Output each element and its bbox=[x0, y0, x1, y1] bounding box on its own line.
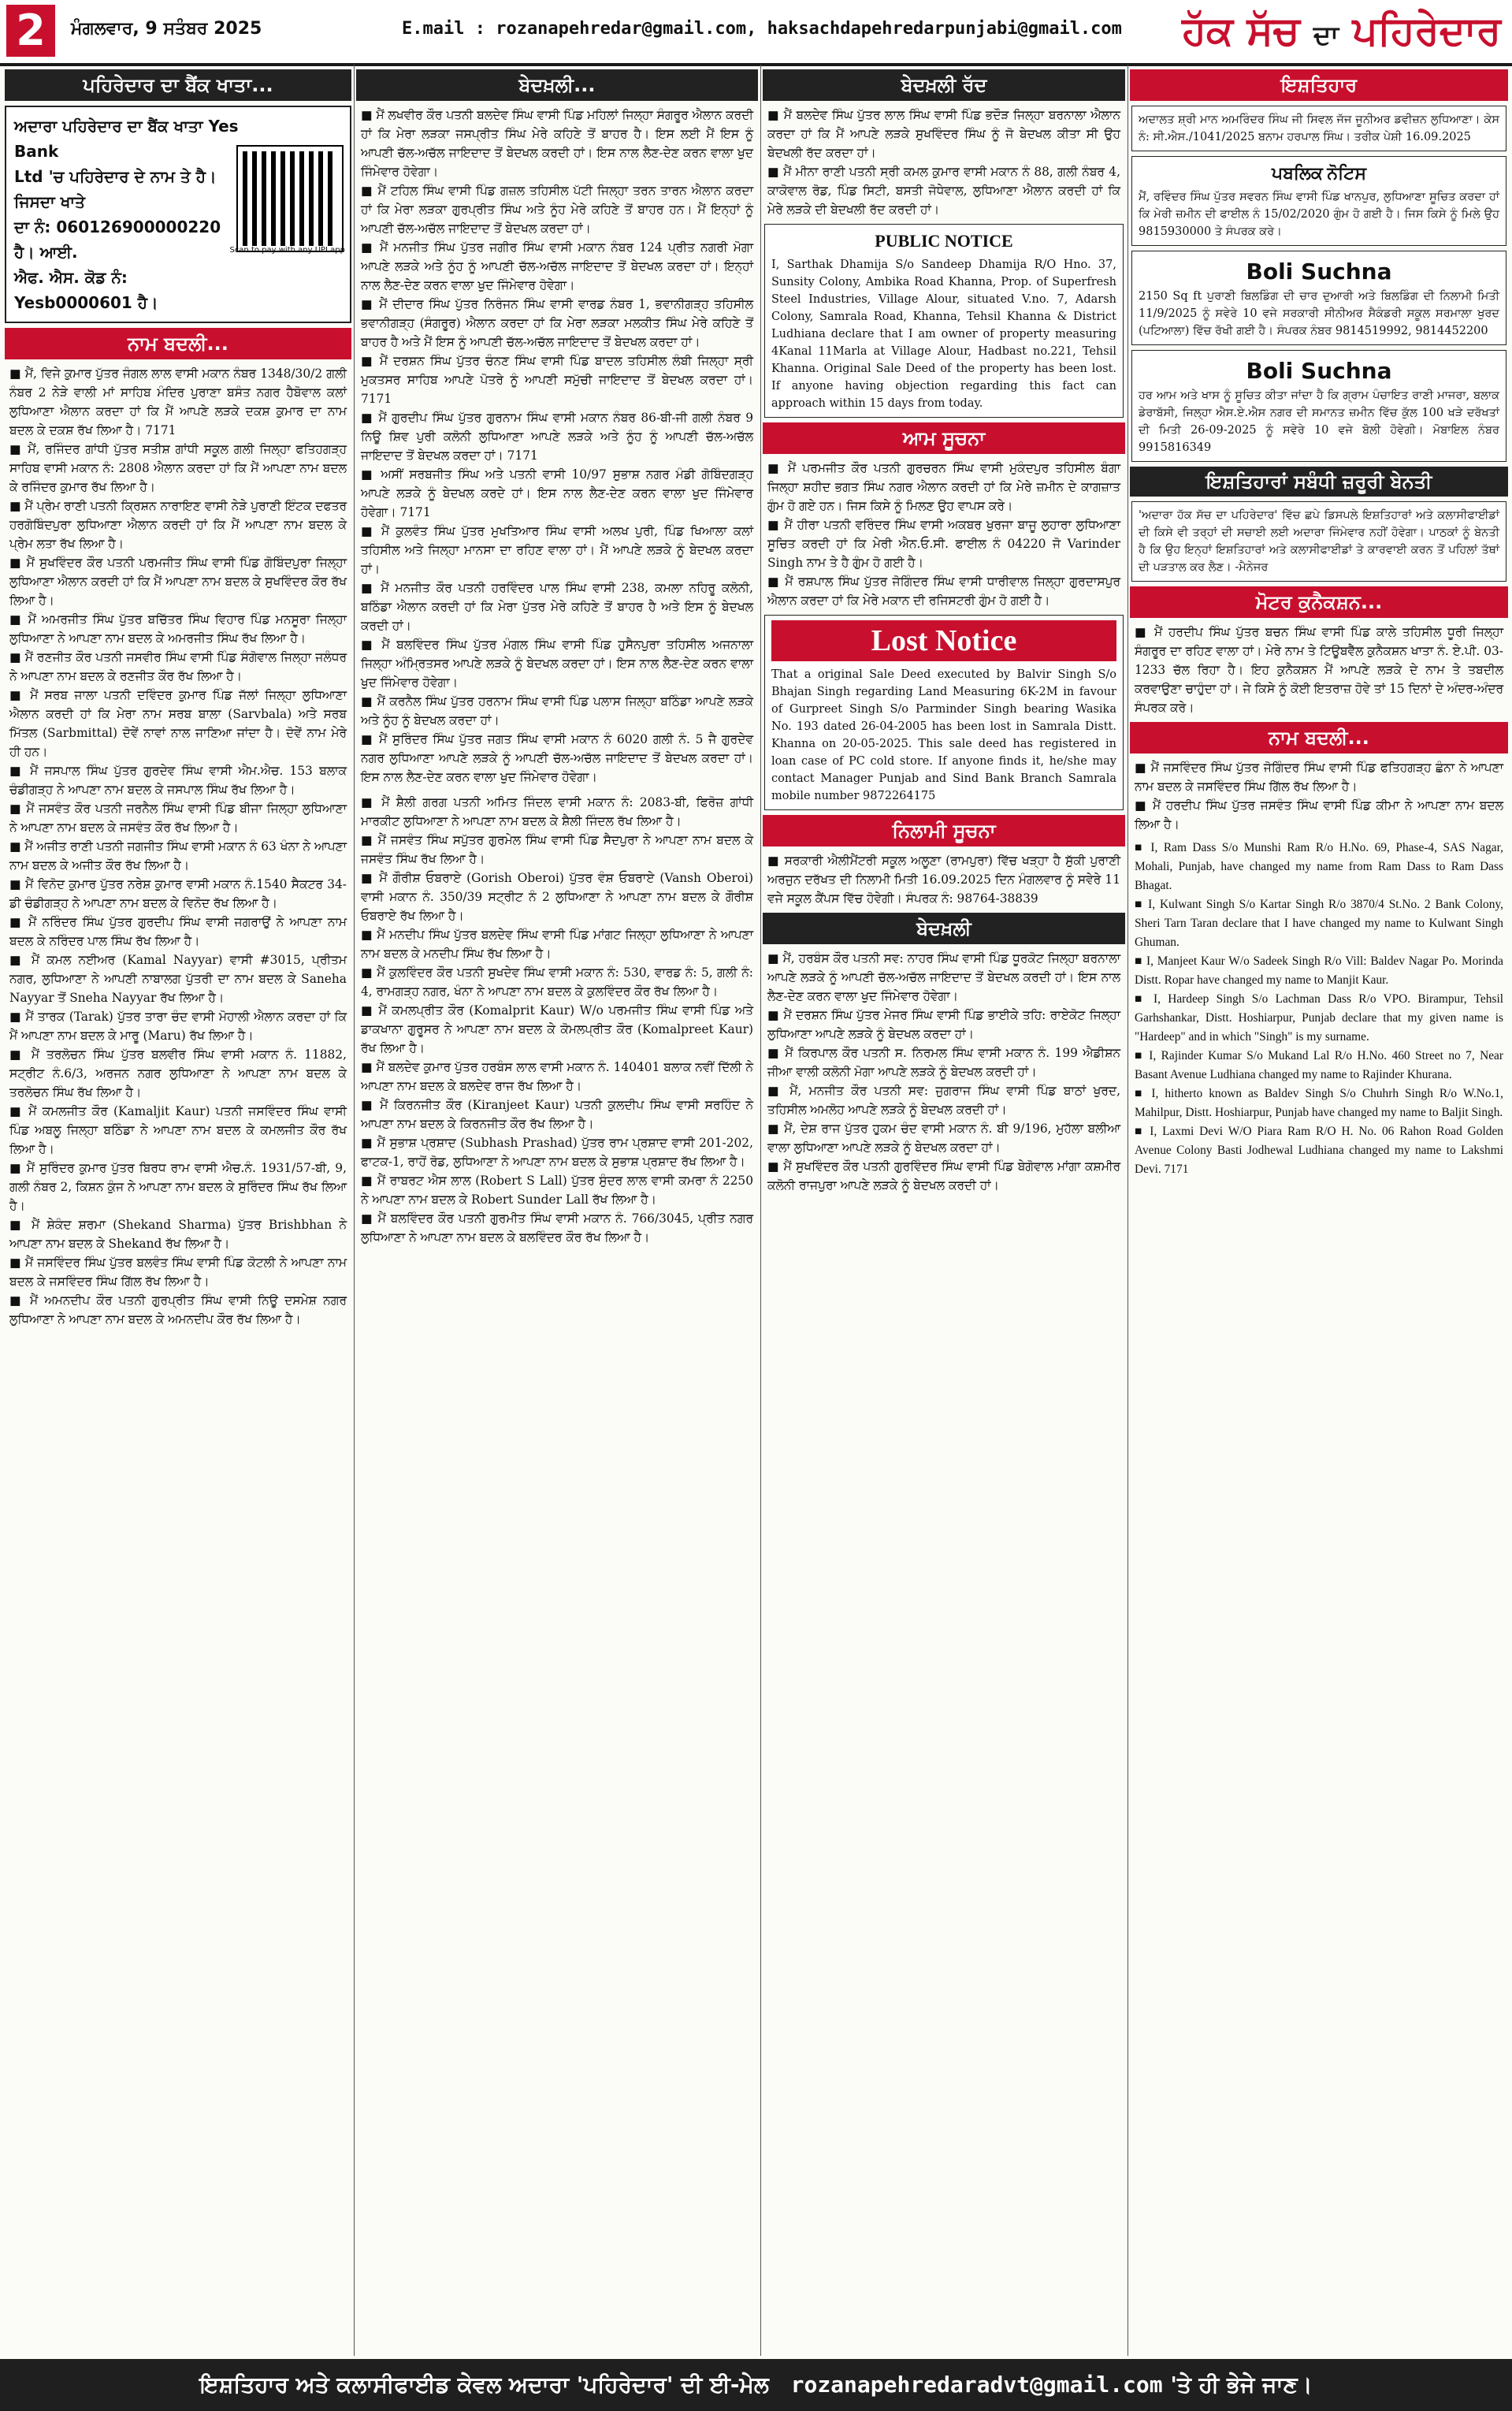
boli-suchna-title: Boli Suchna bbox=[1246, 259, 1392, 285]
motor-connection-heading: ਮੋਟਰ ਕੁਨੈਕਸ਼ਨ... bbox=[1130, 586, 1508, 618]
lost-notice-text: That a original Sale Deed executed by Balvir Singh S/o Bhajan Singh regarding Land Measuring 6K-2M in favour of Gurpreet Singh S/o Parminder Singh bearing Wasika No. 193 dated 26-04-2005 has been lost in Samrala Distt. Khanna on 20-05-2025. This sale deed has registered in loan case of PC cold store. If anyone finds it, he/she may contact Manager Punjab and Sind Bank Branch Samrala mobile number 9872264175 bbox=[771, 668, 1116, 802]
logo-part-3: ਪਹਿਰੇਦਾਰ bbox=[1352, 7, 1501, 54]
bedakhli-notices-2: ■ ਮੈਂ, ਹਰਬੰਸ ਕੌਰ ਪਤਨੀ ਸਵ: ਨਾਹਰ ਸਿੰਘ ਵਾਸੀ ਪਿੰਡ ਧੂਰਕੋਟ ਜਿਲ੍ਹਾ ਬਰਨਾਲਾ ਆਪਣੇ ਲੜਕੇ ਨੂੰ ਆਪਣੀ ਚੱਲ-ਅਚੱਲ ਜਾਇਦਾਦ ਤੋਂ ਬੇਦਖਲ ਕਰਦੀ ਹਾਂ। ਇਸ ਨਾਲ ਲੈਣ-ਦੇਣ ਕਰਨ ਵਾਲਾ ਖੁਦ ਜਿੰਮੇਵਾਰ ਹੋਵੇਗਾ। ■ ਮੈਂ ਦਰਸ਼ਨ ਸਿੰਘ ਪੁੱਤਰ ਮੇਜਰ ਸਿੰਘ ਵਾਸੀ ਪਿੰਡ ਭਾਈਕੇ ਤਹਿ: ਰਾਏਕੋਟ ਜਿਲ੍ਹਾ ਲੁਧਿਆਣਾ ਆਪਣੇ ਲੜਕੇ ਨੂੰ ਬੇਦਖਲ ਕਰਦਾ ਹਾਂ। ■ ਮੈਂ ਕਿਰਪਾਲ ਕੌਰ ਪਤਨੀ ਸ. ਨਿਰਮਲ ਸਿੰਘ ਵਾਸੀ ਮਕਾਨ ਨੰ. 199 ਐਡੀਸ਼ਨ ਜੀਆ ਵਾਲੀ ਕਲੋਨੀ ਮੋਗਾ ਆਪਣੇ ਲੜਕੇ ਨੂੰ ਬੇਦਖਲ ਕਰਦੀ ਹਾਂ। ■ ਮੈਂ, ਮਨਜੀਤ ਕੌਰ ਪਤਨੀ ਸਵ: ਜੁਗਰਾਜ ਸਿੰਘ ਵਾਸੀ ਪਿੰਡ ਬਾਠਾਂ ਖੁਰਦ, ਤਹਿਸੀਲ ਅਮਲੋਹ ਆਪਣੇ ਲੜਕੇ ਨੂੰ ਬੇਦਖਲ ਕਰਦੀ ਹਾਂ। ■ ਮੈਂ, ਦੇਸ਼ ਰਾਜ ਪੁੱਤਰ ਹੁਕਮ ਚੰਦ ਵਾਸੀ ਮਕਾਨ ਨੰ. ਬੀ 9/196, ਮੁਹੱਲਾ ਬਲੀਆ ਵਾਲਾ ਲੁਧਿਆਣਾ ਆਪਣੇ ਲੜਕੇ ਨੂੰ ਬੇਦਖਲ ਕਰਦਾ ਹਾਂ। ■ ਮੈਂ ਸੁਖਵਿੰਦਰ ਕੌਰ ਪਤਨੀ ਗੁਰਵਿੰਦਰ ਸਿੰਘ ਵਾਸੀ ਪਿੰਡ ਬੇਗੋਵਾਲ ਮਾਂਗਾ ਕਸ਼ਮੀਰ ਕਲੋਨੀ ਰਾਜਪੁਰਾ ਆਪਣੇ ਲੜਕੇ ਨੂੰ ਬੇਦਖਲ ਕਰਦੀ ਹਾਂ। bbox=[767, 951, 1120, 1192]
logo-part-2: ਦਾ bbox=[1313, 20, 1339, 51]
header-email: E.mail : rozanapehredar@gmail.com, haksachdapehredarpunjabi@gmail.com bbox=[402, 19, 1122, 39]
public-notice-pa-title: ਪਬਲਿਕ ਨੋਟਿਸ bbox=[1272, 163, 1366, 183]
ad-disclaimer-heading: ਇਸ਼ਤਿਹਾਰਾਂ ਸਬੰਧੀ ਜ਼ਰੂਰੀ ਬੇਨਤੀ bbox=[1130, 467, 1508, 497]
public-notice-pa-box bbox=[1131, 156, 1506, 246]
bedakhli-rad-notices: ■ ਮੈਂ ਬਲਦੇਵ ਸਿੰਘ ਪੁੱਤਰ ਲਾਲ ਸਿੰਘ ਵਾਸੀ ਪਿੰਡ ਭਦੌੜ ਜਿਲ੍ਹਾ ਬਰਨਾਲਾ ਐਲਾਨ ਕਰਦਾ ਹਾਂ ਕਿ ਮੈਂ ਆਪਣੇ ਲੜਕੇ ਸੁਖਵਿੰਦਰ ਸਿੰਘ ਨੂੰ ਜੋ ਬੇਦਖਲ ਕੀਤਾ ਸੀ ਉਹ ਬੇਦਖਲੀ ਰੱਦ ਕਰਦਾ ਹਾਂ। ■ ਮੈਂ ਮੀਨਾ ਰਾਣੀ ਪਤਨੀ ਸ੍ਰੀ ਕਮਲ ਕੁਮਾਰ ਵਾਸੀ ਮਕਾਨ ਨੰ 88, ਗਲੀ ਨੰਬਰ 4, ਕਾਕੋਵਾਲ ਰੋਡ, ਪਿੰਡ ਸਿਟੀ, ਬਸਤੀ ਜੋਧੇਵਾਲ, ਲੁਧਿਆਣਾ ਐਲਾਨ ਕਰਦੀ ਹਾਂ ਕਿ ਮੇਰੇ ਲੜਕੇ ਦੀ ਬੇਦਖਲੀ ਰੱਦ ਕਰਦੀ ਹਾਂ। bbox=[767, 108, 1120, 217]
logo-part-1: ਹੱਕ ਸੱਚ bbox=[1182, 7, 1300, 54]
dateline: ਮੰਗਲਵਾਰ, 9 ਸਤੰਬਰ 2025 bbox=[71, 19, 262, 39]
footer-bar bbox=[0, 2359, 1512, 2411]
bank-account-lines bbox=[14, 113, 243, 315]
name-change-en-notices: ■ I, Ram Dass S/o Munshi Ram R/o H.No. 69, Phase-4, SAS Nagar, Mohali, Punjab, have changed my name from Ram Dass to Ram Dass Bhagat. ■ I, Kulwant Singh S/o Kartar Singh R/o 3870/4 St.No. 2 Bank Colony, Sheri Tarn Taran declare that I have changed my name to Kulwant Singh Ghuman. ■ I, Manjeet Kaur W/o Sadeek Singh R/o Vill: Baldev Nagar Po. Morinda Distt. Ropar have changed my name to Manjit Kaur. ■ I, Hardeep Singh S/o Lachman Dass R/o VPO. Birampur, Tehsil Garhshankar, Distt. Hoshiarpur, Punjab declare that my given name is "Hardeep" and in which "Singh" is my surname. ■ I, Rajinder Kumar S/o Mukand Lal R/o H.No. 460 Street no 7, Near Basant Avenue Ludhiana changed my name to Rajinder Khurana. ■ I, hitherto known as Baldev Singh S/o Chuhrh Singh R/o W.No.1, Mahilpur, Distt. Hoshiarpur, Punjab have changed my name to Baljit Singh. ■ I, Laxmi Devi W/O Piara Ram R/O H. No. 06 Rahon Road Golden Avenue Colony Basti Jodhewal Ludhiana changed my name to Lakshmi Devi. 7171 bbox=[1135, 841, 1503, 1176]
public-notice-box bbox=[764, 224, 1124, 418]
column-1 bbox=[5, 65, 351, 2356]
column-3 bbox=[763, 65, 1125, 2356]
column-2 bbox=[356, 65, 758, 2356]
bank-account-box bbox=[5, 106, 351, 323]
bedakhli-heading: ਬੇਦਖ਼ਲੀ... bbox=[356, 69, 758, 101]
qr-code-icon bbox=[238, 147, 342, 251]
public-notice-pa-text: ਮੈਂ, ਰਵਿੰਦਰ ਸਿੰਘ ਪੁੱਤਰ ਸਵਰਨ ਸਿੰਘ ਵਾਸੀ ਪਿੰਡ ਖਾਨਪੁਰ, ਲੁਧਿਆਣਾ ਸੂਚਿਤ ਕਰਦਾ ਹਾਂ ਕਿ ਮੇਰੀ ਜ਼ਮੀਨ ਦੀ ਫਾਈਲ ਨੰ 15/02/2020 ਗੁੰਮ ਹੋ ਗਈ ਹੈ। ਜਿਸ ਕਿਸੇ ਨੂੰ ਮਿਲੇ ਉਹ 9815930000 ਤੇ ਸੰਪਰਕ ਕਰੇ। bbox=[1139, 191, 1499, 238]
nilami-notice: ■ ਸਰਕਾਰੀ ਐਲੀਮੈਂਟਰੀ ਸਕੂਲ ਅਲੂਣਾ (ਰਾਮਪੁਰਾ) ਵਿੱਚ ਖੜ੍ਹਾ ਹੈ ਸੁੱਕੀ ਪੁਰਾਣੀ ਅਰਜੁਨ ਦਰੱਖਤ ਦੀ ਨਿਲਾਮੀ ਮਿਤੀ 16.09.2025 ਦਿਨ ਮੰਗਲਵਾਰ ਨੂੰ ਸਵੇਰੇ 11 ਵਜੇ ਸਕੂਲ ਕੈਂਪਸ ਵਿੱਚ ਹੋਵੇਗੀ। ਸੰਪਰਕ ਨੰ: 98764-38839 bbox=[767, 854, 1124, 906]
bedakhli-rad-heading: ਬੇਦਖ਼ਲੀ ਰੱਦ bbox=[763, 69, 1125, 101]
footer-suffix: 'ਤੇ ਹੀ ਭੇਜੇ ਜਾਣ। bbox=[1170, 2372, 1313, 2398]
column-divider bbox=[760, 65, 761, 2356]
column-divider bbox=[354, 65, 355, 2356]
footer-email-link[interactable]: rozanapehredaradvt@gmail.com bbox=[790, 2372, 1163, 2398]
bank-line: Ltd 'ਚ ਪਹਿਰੇਦਾਰ ਦੇ ਨਾਮ ਤੇ ਹੈ। ਜਿਸਦਾ ਖਾਤੇ bbox=[14, 167, 217, 211]
bedakhli-notices: ■ ਮੈਂ ਲਖਵੀਰ ਕੌਰ ਪਤਨੀ ਬਲਦੇਵ ਸਿੰਘ ਵਾਸੀ ਪਿੰਡ ਮਹਿਲਾਂ ਜਿਲ੍ਹਾ ਸੰਗਰੂਰ ਐਲਾਨ ਕਰਦੀ ਹਾਂ ਕਿ ਮੇਰਾ ਲੜਕਾ ਜਸਪ੍ਰੀਤ ਸਿੰਘ ਮੇਰੇ ਕਹਿਣੇ ਤੋਂ ਬਾਹਰ ਹੈ। ਇਸ ਲਈ ਮੈਂ ਇਸ ਨੂੰ ਆਪਣੀ ਚੱਲ-ਅਚੱਲ ਜਾਇਦਾਦ ਤੋਂ ਬੇਦਖਲ ਕਰਦੀ ਹਾਂ। ਇਸ ਨਾਲ ਲੈਣ-ਦੇਣ ਕਰਨ ਵਾਲਾ ਖੁਦ ਜਿੰਮੇਵਾਰ ਹੋਵੇਗਾ। ■ ਮੈਂ ਟਹਿਲ ਸਿੰਘ ਵਾਸੀ ਪਿੰਡ ਗਜ਼ਲ ਤਹਿਸੀਲ ਪੱਟੀ ਜਿਲ੍ਹਾ ਤਰਨ ਤਾਰਨ ਐਲਾਨ ਕਰਦਾ ਹਾਂ ਕਿ ਮੇਰਾ ਲੜਕਾ ਗੁਰਪ੍ਰੀਤ ਸਿੰਘ ਅਤੇ ਨੂੰਹ ਮੇਰੇ ਕਹਿਣੇ ਤੋਂ ਬਾਹਰ ਹਨ। ਮੈਂ ਇਨ੍ਹਾਂ ਨੂੰ ਆਪਣੀ ਚੱਲ-ਅਚੱਲ ਜਾਇਦਾਦ ਤੋਂ ਬੇਦਖਲ ਕਰਦਾ ਹਾਂ। ■ ਮੈਂ ਮਨਜੀਤ ਸਿੰਘ ਪੁੱਤਰ ਜਗੀਰ ਸਿੰਘ ਵਾਸੀ ਮਕਾਨ ਨੰਬਰ 124 ਪ੍ਰੀਤ ਨਗਰੀ ਮੋਗਾ ਆਪਣੇ ਲੜਕੇ ਅਤੇ ਨੂੰਹ ਨੂੰ ਆਪਣੀ ਚੱਲ-ਅਚੱਲ ਜਾਇਦਾਦ ਤੋਂ ਬੇਦਖਲ ਕਰਦਾ ਹਾਂ। ਇਨ੍ਹਾਂ ਨਾਲ ਲੈਣ-ਦੇਣ ਕਰਨ ਵਾਲਾ ਖੁਦ ਜਿੰਮੇਵਾਰ ਹੋਵੇਗਾ। ■ ਮੈਂ ਦੀਦਾਰ ਸਿੰਘ ਪੁੱਤਰ ਨਿਰੰਜਨ ਸਿੰਘ ਵਾਸੀ ਵਾਰਡ ਨੰਬਰ 1, ਭਵਾਨੀਗੜ੍ਹ ਤਹਿਸੀਲ ਭਵਾਨੀਗੜ੍ਹ (ਸੰਗਰੂਰ) ਐਲਾਨ ਕਰਦਾ ਹਾਂ ਕਿ ਮੇਰਾ ਲੜਕਾ ਮਲਕੀਤ ਸਿੰਘ ਮੇਰੇ ਕਹਿਣੇ ਤੋਂ ਬਾਹਰ ਹੈ ਅਤੇ ਮੈਂ ਇਸ ਨੂੰ ਆਪਣੀ ਚੱਲ-ਅਚੱਲ ਜਾਇਦਾਦ ਤੋਂ ਬੇਦਖਲ ਕਰਦਾ ਹਾਂ। ■ ਮੈਂ ਦਰਸ਼ਨ ਸਿੰਘ ਪੁੱਤਰ ਚੰਨਣ ਸਿੰਘ ਵਾਸੀ ਪਿੰਡ ਬਾਦਲ ਤਹਿਸੀਲ ਲੰਬੀ ਜਿਲ੍ਹਾ ਸ੍ਰੀ ਮੁਕਤਸਰ ਸਾਹਿਬ ਆਪਣੇ ਪੋਤਰੇ ਨੂੰ ਆਪਣੀ ਸਮੁੱਚੀ ਜਾਇਦਾਦ ਤੋਂ ਬੇਦਖਲ ਕਰਦਾ ਹਾਂ। 7171 ■ ਮੈਂ ਗੁਰਦੀਪ ਸਿੰਘ ਪੁੱਤਰ ਗੁਰਨਾਮ ਸਿੰਘ ਵਾਸੀ ਮਕਾਨ ਨੰਬਰ 86-ਬੀ-ਜੀ ਗਲੀ ਨੰਬਰ 9 ਨਿਊ ਸ਼ਿਵ ਪੁਰੀ ਕਲੋਨੀ ਲੁਧਿਆਣਾ ਆਪਣੇ ਲੜਕੇ ਅਤੇ ਨੂੰਹ ਨੂੰ ਆਪਣੀ ਚੱਲ-ਅਚੱਲ ਜਾਇਦਾਦ ਤੋਂ ਬੇਦਖਲ ਕਰਦਾ ਹਾਂ। 7171 ■ ਅਸੀਂ ਸਰਬਜੀਤ ਸਿੰਘ ਅਤੇ ਪਤਨੀ ਵਾਸੀ 10/97 ਸੁਭਾਸ਼ ਨਗਰ ਮੰਡੀ ਗੋਬਿੰਦਗੜ੍ਹ ਆਪਣੇ ਲੜਕੇ ਨੂੰ ਬੇਦਖਲ ਕਰਦੇ ਹਾਂ। ਇਸ ਨਾਲ ਲੈਣ-ਦੇਣ ਕਰਨ ਵਾਲਾ ਖੁਦ ਜਿੰਮੇਵਾਰ ਹੋਵੇਗਾ। 7171 ■ ਮੈਂ ਕੁਲਵੰਤ ਸਿੰਘ ਪੁੱਤਰ ਮੁਖਤਿਆਰ ਸਿੰਘ ਵਾਸੀ ਅਲਖ ਪੁਰੀ, ਪਿੰਡ ਖਿਆਲਾ ਕਲਾਂ ਤਹਿਸੀਲ ਅਤੇ ਜਿਲ੍ਹਾ ਮਾਨਸਾ ਦਾ ਰਹਿਣ ਵਾਲਾ ਹਾਂ। ਮੈਂ ਆਪਣੇ ਲੜਕੇ ਨੂੰ ਬੇਦਖਲ ਕਰਦਾ ਹਾਂ। ■ ਮੈਂ ਮਨਜੀਤ ਕੌਰ ਪਤਨੀ ਹਰਵਿੰਦਰ ਪਾਲ ਸਿੰਘ ਵਾਸੀ 238, ਕਮਲਾ ਨਹਿਰੂ ਕਲੋਨੀ, ਬਠਿੰਡਾ ਐਲਾਨ ਕਰਦੀ ਹਾਂ ਕਿ ਮੇਰਾ ਪੁੱਤਰ ਮੇਰੇ ਕਹਿਣੇ ਤੋਂ ਬਾਹਰ ਹੈ ਅਤੇ ਇਸ ਨੂੰ ਬੇਦਖਲ ਕਰਦੀ ਹਾਂ। ■ ਮੈਂ ਬਲਵਿੰਦਰ ਸਿੰਘ ਪੁੱਤਰ ਮੰਗਲ ਸਿੰਘ ਵਾਸੀ ਪਿੰਡ ਹੁਸੈਨਪੁਰਾ ਤਹਿਸੀਲ ਅਜਨਾਲਾ ਜਿਲ੍ਹਾ ਅੰਮ੍ਰਿਤਸਰ ਆਪਣੇ ਲੜਕੇ ਨੂੰ ਬੇਦਖਲ ਕਰਦਾ ਹਾਂ। ਇਸ ਨਾਲ ਲੈਣ-ਦੇਣ ਕਰਨ ਵਾਲਾ ਖੁਦ ਜਿੰਮੇਵਾਰ ਹੋਵੇਗਾ। ■ ਮੈਂ ਕਰਨੈਲ ਸਿੰਘ ਪੁੱਤਰ ਹਰਨਾਮ ਸਿੰਘ ਵਾਸੀ ਪਿੰਡ ਪਲਾਸ ਜਿਲ੍ਹਾ ਬਠਿੰਡਾ ਆਪਣੇ ਲੜਕੇ ਅਤੇ ਨੂੰਹ ਨੂੰ ਬੇਦਖਲ ਕਰਦਾ ਹਾਂ। ■ ਮੈਂ ਸੁਰਿੰਦਰ ਸਿੰਘ ਪੁੱਤਰ ਜਗਤ ਸਿੰਘ ਵਾਸੀ ਮਕਾਨ ਨੰ 6020 ਗਲੀ ਨੰ. 5 ਜੈ ਗੁਰਦੇਵ ਨਗਰ ਲੁਧਿਆਣਾ ਆਪਣੇ ਲੜਕੇ ਨੂੰ ਆਪਣੀ ਚੱਲ-ਅਚੱਲ ਜਾਇਦਾਦ ਤੋਂ ਬੇਦਖਲ ਕਰਦਾ ਹਾਂ। ਇਸ ਨਾਲ ਲੈਣ-ਦੇਣ ਕਰਨ ਵਾਲਾ ਖੁਦ ਜਿੰਮੇਵਾਰ ਹੋਵੇਗਾ। bbox=[361, 108, 753, 784]
name-change-pa-notices: ■ ਮੈਂ ਜਸਵਿੰਦਰ ਸਿੰਘ ਪੁੱਤਰ ਜੋਗਿੰਦਰ ਸਿੰਘ ਵਾਸੀ ਪਿੰਡ ਫਤਿਹਗੜ੍ਹ ਛੰਨਾ ਨੇ ਆਪਣਾ ਨਾਮ ਬਦਲ ਕੇ ਜਸਵਿੰਦਰ ਸਿੰਘ ਗਿੱਲ ਰੱਖ ਲਿਆ ਹੈ। ■ ਮੈਂ ਹਰਦੀਪ ਸਿੰਘ ਪੁੱਤਰ ਜਸਵੰਤ ਸਿੰਘ ਵਾਸੀ ਪਿੰਡ ਕੀਮਾ ਨੇ ਆਪਣਾ ਨਾਮ ਬਦਲ ਲਿਆ ਹੈ। bbox=[1135, 761, 1503, 832]
nilami-heading: ਨਿਲਾਮੀ ਸੂਚਨਾ bbox=[763, 815, 1125, 846]
ishtihar-box: ਅਦਾਲਤ ਸ਼੍ਰੀ ਮਾਨ ਅਮਰਿੰਦਰ ਸਿੰਘ ਜੀ ਸਿਵਲ ਜੱਜ ਜੂਨੀਅਰ ਡਵੀਜ਼ਨ ਲੁਧਿਆਣਾ। ਕੇਸ ਨੰ: ਸੀ.ਐਸ./1041/2025 ਬਨਾਮ ਹਰਪਾਲ ਸਿੰਘ। ਤਰੀਕ ਪੇਸ਼ੀ 16.09.2025 bbox=[1131, 106, 1506, 151]
lost-notice-title: Lost Notice bbox=[771, 620, 1116, 661]
bank-line: ਐਫ. ਐਸ. ਕੋਡ ਨੰ: Yesb0000601 ਹੈ। bbox=[14, 268, 158, 312]
lost-notice-box bbox=[764, 615, 1124, 810]
aam-suchna-heading: ਆਮ ਸੂਚਨਾ bbox=[763, 422, 1125, 454]
public-notice-text: I, Sarthak Dhamija S/o Sandeep Dhamija R/O Hno. 37, Sunsity Colony, Ambika Road Khanna, Prop. of Superfresh Steel Industries, Village Alour, situated V.no. 7, Adarsh Colony, Samrala Road, Khanna, Tehsil Khanna & District Ludhiana declare that I am owner of property measuring 4Kanal 11Marla at Village Alour, Hadbast no.221, Tehsil Khanna. Original Sale Deed of the property has been lost. If anyone having objection regarding this fact can approach within 15 days from today. bbox=[771, 259, 1116, 410]
newspaper-logo bbox=[1182, 3, 1501, 63]
masthead-bar bbox=[0, 0, 1512, 66]
qr-caption: Scan to pay with any UPI app bbox=[229, 246, 345, 255]
ishtihar-heading: ਇਸ਼ਤਿਹਾਰ bbox=[1130, 69, 1508, 101]
public-notice-title: PUBLIC NOTICE bbox=[875, 231, 1013, 251]
bank-account-heading: ਪਹਿਰੇਦਾਰ ਦਾ ਬੈਂਕ ਖਾਤਾ... bbox=[5, 69, 351, 101]
column-4 bbox=[1130, 65, 1508, 2356]
boli-suchna-text: 2150 Sq ft ਪੁਰਾਣੀ ਬਿਲਡਿੰਗ ਦੀ ਚਾਰ ਦੁਆਰੀ ਅਤੇ ਬਿਲਡਿੰਗ ਦੀ ਨਿਲਾਮੀ ਮਿਤੀ 11/9/2025 ਨੂੰ ਸਵੇਰੇ 10 ਵਜੇ ਸਰਕਾਰੀ ਸੀਨੀਅਰ ਸੈਕੰਡਰੀ ਸਕੂਲ ਸਰਮਾਲਾ ਖੁਰਦ (ਪਟਿਆਲਾ) ਵਿੱਚ ਰੱਖੀ ਗਈ ਹੈ। ਸੰਪਰਕ ਨੰਬਰ 9814519992, 9814452200 bbox=[1139, 290, 1499, 337]
name-change-heading-2: ਨਾਮ ਬਦਲੀ... bbox=[1130, 722, 1508, 753]
ad-disclaimer-text: 'ਅਦਾਰਾ ਹੱਕ ਸੱਚ ਦਾ ਪਹਿਰੇਦਾਰ' ਵਿੱਚ ਛਪੇ ਡਿਸਪਲੇ ਇਸ਼ਤਿਹਾਰਾਂ ਅਤੇ ਕਲਾਸੀਫਾਈਡਾਂ ਦੀ ਕਿਸੇ ਵੀ ਤਰ੍ਹਾਂ ਦੀ ਸਚਾਈ ਲਈ ਅਦਾਰਾ ਜਿੰਮੇਵਾਰ ਨਹੀਂ ਹੋਵੇਗਾ। ਪਾਠਕਾਂ ਨੂੰ ਬੇਨਤੀ ਹੈ ਕਿ ਉਹ ਇਨ੍ਹਾਂ ਇਸ਼ਤਿਹਾਰਾਂ ਅਤੇ ਕਲਾਸੀਫਾਈਡਾਂ ਤੇ ਕਾਰਵਾਈ ਕਰਨ ਤੋਂ ਪਹਿਲਾਂ ਤੱਥਾਂ ਦੀ ਪੜਤਾਲ ਕਰ ਲੈਣ। -ਮੈਨੇਜਰ bbox=[1131, 501, 1506, 582]
name-change-heading: ਨਾਮ ਬਦਲੀ... bbox=[5, 328, 351, 359]
bank-line: ਦਾ ਨੰ: 060126900000220 ਹੈ। ਆਈ. bbox=[14, 218, 221, 262]
boli-suchna-box-2 bbox=[1131, 350, 1506, 462]
boli-suchna-text-2: ਹਰ ਆਮ ਅਤੇ ਖਾਸ ਨੂੰ ਸੂਚਿਤ ਕੀਤਾ ਜਾਂਦਾ ਹੈ ਕਿ ਗ੍ਰਾਮ ਪੰਚਾਇਤ ਰਾਣੀ ਮਾਜਰਾ, ਬਲਾਕ ਡੇਰਾਬੱਸੀ, ਜਿਲ੍ਹਾ ਐਸ.ਏ.ਐਸ ਨਗਰ ਦੀ ਸਮਾਨਤ ਜ਼ਮੀਨ ਵਿੱਚ ਕੁੱਲ 100 ਖੜੇ ਦਰੱਖਤਾਂ ਦੀ ਮਿਤੀ 26-09-2025 ਨੂੰ ਸਵੇਰੇ 10 ਵਜੇ ਬੋਲੀ ਹੋਵੇਗੀ। ਮੋਬਾਇਲ ਨੰਬਰ 9915816349 bbox=[1139, 389, 1499, 454]
footer-text: ਇਸ਼ਤਿਹਾਰ ਅਤੇ ਕਲਾਸੀਫਾਈਡ ਕੇਵਲ ਅਦਾਰਾ 'ਪਹਿਰੇਦਾਰ' ਦੀ ਈ-ਮੇਲ bbox=[199, 2372, 769, 2398]
bedakhli-heading-2: ਬੇਦਖ਼ਲੀ bbox=[763, 913, 1125, 944]
motor-connection-notices: ■ ਮੈਂ ਹਰਦੀਪ ਸਿੰਘ ਪੁੱਤਰ ਬਚਨ ਸਿੰਘ ਵਾਸੀ ਪਿੰਡ ਕਾਲੇ ਤਹਿਸੀਲ ਧੂਰੀ ਜਿਲ੍ਹਾ ਸੰਗਰੂਰ ਦਾ ਰਹਿਣ ਵਾਲਾ ਹਾਂ। ਮੇਰੇ ਨਾਮ ਤੇ ਟਿਊਬਵੈੱਲ ਕੁਨੈਕਸ਼ਨ ਖਾਤਾ ਨੰ. ਏ.ਪੀ. 03-1233 ਚੱਲ ਰਿਹਾ ਹੈ। ਇਹ ਕੁਨੈਕਸ਼ਨ ਮੈਂ ਆਪਣੇ ਲੜਕੇ ਦੇ ਨਾਮ ਤੇ ਤਬਦੀਲ ਕਰਵਾਉਣਾ ਚਾਹੁੰਦਾ ਹਾਂ। ਜੇ ਕਿਸੇ ਨੂੰ ਕੋਈ ਇਤਰਾਜ਼ ਹੋਵੇ ਤਾਂ 15 ਦਿਨਾਂ ਦੇ ਅੰਦਰ-ਅੰਦਰ ਸੰਪਰਕ ਕਰੇ। bbox=[1135, 625, 1507, 715]
column-divider bbox=[1127, 65, 1128, 2356]
aam-suchna-notices: ■ ਮੈਂ ਪਰਮਜੀਤ ਕੌਰ ਪਤਨੀ ਗੁਰਚਰਨ ਸਿੰਘ ਵਾਸੀ ਮੁਕੰਦਪੁਰ ਤਹਿਸੀਲ ਬੰਗਾ ਜਿਲ੍ਹਾ ਸ਼ਹੀਦ ਭਗਤ ਸਿੰਘ ਨਗਰ ਐਲਾਨ ਕਰਦੀ ਹਾਂ ਕਿ ਮੇਰੇ ਜ਼ਮੀਨ ਦੇ ਕਾਗਜ਼ਾਤ ਗੁੰਮ ਹੋ ਗਏ ਹਨ। ਜਿਸ ਕਿਸੇ ਨੂੰ ਮਿਲਣ ਉਹ ਵਾਪਸ ਕਰੇ। ■ ਮੈਂ ਹੀਰਾ ਪਤਨੀ ਵਰਿੰਦਰ ਸਿੰਘ ਵਾਸੀ ਅਕਬਰ ਖੁਰਜਾ ਬਾਜੂ ਲੁਹਾਰਾ ਲੁਧਿਆਣਾ ਸੂਚਿਤ ਕਰਦੀ ਹਾਂ ਕਿ ਮੇਰੀ ਐਨ.ਓ.ਸੀ. ਫਾਈਲ ਨੰ 04220 ਜੋ Varinder Singh ਨਾਮ ਤੇ ਹੈ ਗੁੰਮ ਹੋ ਗਈ ਹੈ। ■ ਮੈਂ ਰਸ਼ਪਾਲ ਸਿੰਘ ਪੁੱਤਰ ਜੋਗਿੰਦਰ ਸਿੰਘ ਵਾਸੀ ਧਾਰੀਵਾਲ ਜਿਲ੍ਹਾ ਗੁਰਦਾਸਪੁਰ ਐਲਾਨ ਕਰਦਾ ਹਾਂ ਕਿ ਮੇਰੇ ਮਕਾਨ ਦੀ ਰਜਿਸਟਰੀ ਗੁੰਮ ਹੋ ਗਈ ਹੈ। bbox=[767, 461, 1120, 608]
bank-line: ਅਦਾਰਾ ਪਹਿਰੇਦਾਰ ਦਾ ਬੈਂਕ ਖਾਤਾ Yes Bank bbox=[14, 117, 239, 161]
boli-suchna-box-1 bbox=[1131, 251, 1506, 345]
name-change-notices: ■ ਮੈਂ, ਵਿਜੇ ਕੁਮਾਰ ਪੁੱਤਰ ਜੰਗਲ ਲਾਲ ਵਾਸੀ ਮਕਾਨ ਨੰਬਰ 1348/30/2 ਗਲੀ ਨੰਬਰ 2 ਨੇੜੇ ਵਾਲੀ ਮਾਂ ਸਾਹਿਬ ਮੰਦਿਰ ਪੁਰਾਣਾ ਬਸੰਤ ਨਗਰ ਹੈਬੋਵਾਲ ਕਲਾਂ ਲੁਧਿਆਣਾ ਐਲਾਨ ਕਰਦਾ ਹਾਂ ਕਿ ਮੈਂ ਆਪਣੇ ਲੜਕੇ ਦਕਸ਼ ਕੁਮਾਰ ਦਾ ਨਾਮ ਬਦਲ ਕੇ ਦਕਸ਼ ਰੱਖ ਲਿਆ ਹੈ। 7171 ■ ਮੈਂ, ਰਜਿੰਦਰ ਗਾਂਧੀ ਪੁੱਤਰ ਸਤੀਸ਼ ਗਾਂਧੀ ਸਕੂਲ ਗਲੀ ਜਿਲ੍ਹਾ ਫਤਿਹਗੜ੍ਹ ਸਾਹਿਬ ਵਾਸੀ ਮਕਾਨ ਨੰ: 2808 ਐਲਾਨ ਕਰਦਾ ਹਾਂ ਕਿ ਮੈਂ ਆਪਣਾ ਨਾਮ ਬਦਲ ਕੇ ਰਜਿੰਦਰ ਕੁਮਾਰ ਰੱਖ ਲਿਆ ਹੈ। ■ ਮੈਂ ਪ੍ਰੇਮ ਰਾਣੀ ਪਤਨੀ ਕ੍ਰਿਸ਼ਨ ਨਾਰਾਇਣ ਵਾਸੀ ਨੇੜੇ ਪੁਰਾਣੀ ਇੰਟਕ ਦਫਤਰ ਹਰਗੋਬਿੰਦਪੁਰਾ ਲੁਧਿਆਣਾ ਐਲਾਨ ਕਰਦੀ ਹਾਂ ਕਿ ਮੈਂ ਆਪਣਾ ਨਾਮ ਬਦਲ ਕੇ ਪ੍ਰੇਮ ਲਤਾ ਰੱਖ ਲਿਆ ਹੈ। ■ ਮੈਂ ਸੁਖਵਿੰਦਰ ਕੌਰ ਪਤਨੀ ਪਰਮਜੀਤ ਸਿੰਘ ਵਾਸੀ ਪਿੰਡ ਗੋਬਿੰਦਪੁਰਾ ਜਿਲ੍ਹਾ ਲੁਧਿਆਣਾ ਐਲਾਨ ਕਰਦੀ ਹਾਂ ਕਿ ਮੈਂ ਆਪਣਾ ਨਾਮ ਬਦਲ ਕੇ ਸੁਖਵਿੰਦਰ ਕੌਰ ਰੱਖ ਲਿਆ ਹੈ। ■ ਮੈਂ ਅਮਰਜੀਤ ਸਿੰਘ ਪੁੱਤਰ ਬਚਿੱਤਰ ਸਿੰਘ ਵਿਹਾਰ ਪਿੰਡ ਮਨਸੂਰਾ ਜਿਲ੍ਹਾ ਲੁਧਿਆਣਾ ਨੇ ਆਪਣਾ ਨਾਮ ਬਦਲ ਕੇ ਅਮਰਜੀਤ ਸਿੰਘ ਰੱਖ ਲਿਆ ਹੈ। ■ ਮੈਂ ਰਣਜੀਤ ਕੌਰ ਪਤਨੀ ਜਸਵੀਰ ਸਿੰਘ ਵਾਸੀ ਪਿੰਡ ਸੰਗੋਵਾਲ ਜਿਲ੍ਹਾ ਜਲੰਧਰ ਨੇ ਆਪਣਾ ਨਾਮ ਬਦਲ ਕੇ ਰਣਜੀਤ ਕੌਰ ਰੱਖ ਲਿਆ ਹੈ। ■ ਮੈਂ ਸਰਬ ਜਾਲਾ ਪਤਨੀ ਦਵਿੰਦਰ ਕੁਮਾਰ ਪਿੰਡ ਜੱਲਾਂ ਜਿਲ੍ਹਾ ਲੁਧਿਆਣਾ ਐਲਾਨ ਕਰਦੀ ਹਾਂ ਕਿ ਮੇਰਾ ਨਾਮ ਸਰਬ ਬਾਲਾ (Sarvbala) ਅਤੇ ਸਰਬ ਮਿੱਤਲ (Sarbmittal) ਦੋਵੇਂ ਨਾਵਾਂ ਨਾਲ ਜਾਣਿਆ ਜਾਂਦਾ ਹੈ। ਦੋਵੇਂ ਨਾਮ ਮੇਰੇ ਹੀ ਹਨ। ■ ਮੈਂ ਜਸਪਾਲ ਸਿੰਘ ਪੁੱਤਰ ਗੁਰਦੇਵ ਸਿੰਘ ਵਾਸੀ ਐਮ.ਐਚ. 153 ਬਲਾਕ ਚੰਡੀਗੜ੍ਹ ਨੇ ਆਪਣਾ ਨਾਮ ਬਦਲ ਕੇ ਜਸਪਾਲ ਸਿੰਘ ਰੱਖ ਲਿਆ ਹੈ। ■ ਮੈਂ ਜਸਵੰਤ ਕੌਰ ਪਤਨੀ ਜਰਨੈਲ ਸਿੰਘ ਵਾਸੀ ਪਿੰਡ ਬੀਜਾ ਜਿਲ੍ਹਾ ਲੁਧਿਆਣਾ ਨੇ ਆਪਣਾ ਨਾਮ ਬਦਲ ਕੇ ਜਸਵੰਤ ਕੌਰ ਰੱਖ ਲਿਆ ਹੈ। ■ ਮੈਂ ਅਜੀਤ ਰਾਣੀ ਪਤਨੀ ਜਗਜੀਤ ਸਿੰਘ ਵਾਸੀ ਮਕਾਨ ਨੰ 63 ਖੰਨਾ ਨੇ ਆਪਣਾ ਨਾਮ ਬਦਲ ਕੇ ਅਜੀਤ ਕੌਰ ਰੱਖ ਲਿਆ ਹੈ। ■ ਮੈਂ ਵਿਨੋਦ ਕੁਮਾਰ ਪੁੱਤਰ ਨਰੇਸ਼ ਕੁਮਾਰ ਵਾਸੀ ਮਕਾਨ ਨੰ.1540 ਸੈਕਟਰ 34-ਡੀ ਚੰਡੀਗੜ੍ਹ ਨੇ ਆਪਣਾ ਨਾਮ ਬਦਲ ਕੇ ਵਿਨੋਦ ਰੱਖ ਲਿਆ ਹੈ। ■ ਮੈਂ ਨਰਿੰਦਰ ਸਿੰਘ ਪੁੱਤਰ ਗੁਰਦੀਪ ਸਿੰਘ ਵਾਸੀ ਜਗਰਾਉਂ ਨੇ ਆਪਣਾ ਨਾਮ ਬਦਲ ਕੇ ਨਰਿੰਦਰ ਪਾਲ ਸਿੰਘ ਰੱਖ ਲਿਆ ਹੈ। ■ ਮੈਂ ਕਮਲ ਨਈਅਰ (Kamal Nayyar) ਵਾਸੀ #3015, ਪ੍ਰੀਤਮ ਨਗਰ, ਲੁਧਿਆਣਾ ਨੇ ਆਪਣੀ ਨਾਬਾਲਗ ਪੁੱਤਰੀ ਦਾ ਨਾਮ ਬਦਲ ਕੇ Saneha Nayyar ਤੋਂ Sneha Nayyar ਰੱਖ ਲਿਆ ਹੈ। ■ ਮੈਂ ਤਾਰਕ (Tarak) ਪੁੱਤਰ ਤਾਰਾ ਚੰਦ ਵਾਸੀ ਮੋਹਾਲੀ ਐਲਾਨ ਕਰਦਾ ਹਾਂ ਕਿ ਮੈਂ ਆਪਣਾ ਨਾਮ ਬਦਲ ਕੇ ਮਾਰੂ (Maru) ਰੱਖ ਲਿਆ ਹੈ। ■ ਮੈਂ ਤਰਲੋਚਨ ਸਿੰਘ ਪੁੱਤਰ ਬਲਵੀਰ ਸਿੰਘ ਵਾਸੀ ਮਕਾਨ ਨੰ. 11882, ਸਟ੍ਰੀਟ ਨੰ.6/3, ਅਰਜਨ ਨਗਰ ਲੁਧਿਆਣਾ ਨੇ ਆਪਣਾ ਨਾਮ ਬਦਲ ਕੇ ਤਰਲੋਚਨ ਸਿੰਘ ਰੱਖ ਲਿਆ ਹੈ। ■ ਮੈਂ ਕਮਲਜੀਤ ਕੌਰ (Kamaljit Kaur) ਪਤਨੀ ਜਸਵਿੰਦਰ ਸਿੰਘ ਵਾਸੀ ਪਿੰਡ ਅਬਲੂ ਜਿਲ੍ਹਾ ਬਠਿੰਡਾ ਨੇ ਆਪਣਾ ਨਾਮ ਬਦਲ ਕੇ ਕਮਲਜੀਤ ਕੌਰ ਰੱਖ ਲਿਆ ਹੈ। ■ ਮੈਂ ਸੁਰਿੰਦਰ ਕੁਮਾਰ ਪੁੱਤਰ ਬਿਰਧ ਰਾਮ ਵਾਸੀ ਐਚ.ਨੰ. 1931/57-ਬੀ, 9, ਗਲੀ ਨੰਬਰ 2, ਕਿਸ਼ਨ ਕੁੰਜ ਨੇ ਆਪਣਾ ਨਾਮ ਬਦਲ ਕੇ ਸੁਰਿੰਦਰ ਸਿੰਘ ਰੱਖ ਲਿਆ ਹੈ। ■ ਮੈਂ ਸ਼ੇਕੰਦ ਸ਼ਰਮਾ (Shekand Sharma) ਪੁੱਤਰ Brishbhan ਨੇ ਆਪਣਾ ਨਾਮ ਬਦਲ ਕੇ Shekand ਰੱਖ ਲਿਆ ਹੈ। ■ ਮੈਂ ਜਸਵਿੰਦਰ ਸਿੰਘ ਪੁੱਤਰ ਬਲਵੰਤ ਸਿੰਘ ਵਾਸੀ ਪਿੰਡ ਕੋਟਲੀ ਨੇ ਆਪਣਾ ਨਾਮ ਬਦਲ ਕੇ ਜਸਵਿੰਦਰ ਸਿੰਘ ਗਿੱਲ ਰੱਖ ਲਿਆ ਹੈ। ■ ਮੈਂ ਅਮਨਦੀਪ ਕੌਰ ਪਤਨੀ ਗੁਰਪ੍ਰੀਤ ਸਿੰਘ ਵਾਸੀ ਨਿਊ ਦਸਮੇਸ਼ ਨਗਰ ਲੁਧਿਆਣਾ ਨੇ ਆਪਣਾ ਨਾਮ ਬਦਲ ਕੇ ਅਮਨਦੀਪ ਕੌਰ ਰੱਖ ਲਿਆ ਹੈ। bbox=[9, 366, 347, 1326]
page-number: 2 bbox=[6, 5, 55, 57]
name-change-notices-2: ■ ਮੈਂ ਸ਼ੈਲੀ ਗਰਗ ਪਤਨੀ ਅਮਿਤ ਜਿੰਦਲ ਵਾਸੀ ਮਕਾਨ ਨੰ: 2083-ਬੀ, ਫਿਰੋਜ਼ ਗਾਂਧੀ ਮਾਰਕੀਟ ਲੁਧਿਆਣਾ ਨੇ ਆਪਣਾ ਨਾਮ ਬਦਲ ਕੇ ਸ਼ੈਲੀ ਜਿੰਦਲ ਰੱਖ ਲਿਆ ਹੈ। ■ ਮੈਂ ਜਸਵੰਤ ਸਿੰਘ ਸਪੁੱਤਰ ਗੁਰਮੇਲ ਸਿੰਘ ਵਾਸੀ ਪਿੰਡ ਸੈਦਪੁਰਾ ਨੇ ਆਪਣਾ ਨਾਮ ਬਦਲ ਕੇ ਜਸਵੰਤ ਸਿੰਘ ਰੱਖ ਲਿਆ ਹੈ। ■ ਮੈਂ ਗੌਰੀਸ਼ ਓਬਰਾਏ (Gorish Oberoi) ਪੁੱਤਰ ਵੰਸ਼ ਓਬਰਾਏ (Vansh Oberoi) ਵਾਸੀ ਮਕਾਨ ਨੰ. 350/39 ਸਟ੍ਰੀਟ ਨੰ 2 ਲੁਧਿਆਣਾ ਨੇ ਆਪਣਾ ਨਾਮ ਬਦਲ ਕੇ ਗੌਰੀਸ਼ ਓਬਰਾਏ ਰੱਖ ਲਿਆ ਹੈ। ■ ਮੈਂ ਮਨਦੀਪ ਸਿੰਘ ਪੁੱਤਰ ਬਲਦੇਵ ਸਿੰਘ ਵਾਸੀ ਪਿੰਡ ਮਾਂਗਟ ਜਿਲ੍ਹਾ ਲੁਧਿਆਣਾ ਨੇ ਆਪਣਾ ਨਾਮ ਬਦਲ ਕੇ ਮਨਦੀਪ ਸਿੰਘ ਰੱਖ ਲਿਆ ਹੈ। ■ ਮੈਂ ਕੁਲਵਿੰਦਰ ਕੌਰ ਪਤਨੀ ਸੁਖਦੇਵ ਸਿੰਘ ਵਾਸੀ ਮਕਾਨ ਨੰ: 530, ਵਾਰਡ ਨੰ: 5, ਗਲੀ ਨੰ: 4, ਰਾਮਗੜ੍ਹ ਨਗਰ, ਖੰਨਾ ਨੇ ਆਪਣਾ ਨਾਮ ਬਦਲ ਕੇ ਕੁਲਵਿੰਦਰ ਕੌਰ ਰੱਖ ਲਿਆ ਹੈ। ■ ਮੈਂ ਕਮਲਪ੍ਰੀਤ ਕੌਰ (Komalprit Kaur) W/o ਪਰਮਜੀਤ ਸਿੰਘ ਵਾਸੀ ਪਿੰਡ ਅਤੇ ਡਾਕਖਾਨਾ ਗੁਰੂਸਰ ਨੇ ਆਪਣਾ ਨਾਮ ਬਦਲ ਕੇ ਕੋਮਲਪ੍ਰੀਤ ਕੌਰ (Komalpreet Kaur) ਰੱਖ ਲਿਆ ਹੈ। ■ ਮੈਂ ਬਲਦੇਵ ਕੁਮਾਰ ਪੁੱਤਰ ਹਰਬੰਸ ਲਾਲ ਵਾਸੀ ਮਕਾਨ ਨੰ. 140401 ਬਲਾਕ ਨਵੀਂ ਦਿੱਲੀ ਨੇ ਆਪਣਾ ਨਾਮ ਬਦਲ ਕੇ ਬਲਦੇਵ ਰਾਜ ਰੱਖ ਲਿਆ ਹੈ। ■ ਮੈਂ ਕਿਰਨਜੀਤ ਕੌਰ (Kiranjeet Kaur) ਪਤਨੀ ਕੁਲਦੀਪ ਸਿੰਘ ਵਾਸੀ ਸਰਹਿੰਦ ਨੇ ਆਪਣਾ ਨਾਮ ਬਦਲ ਕੇ ਕਿਰਨਜੀਤ ਕੌਰ ਰੱਖ ਲਿਆ ਹੈ। ■ ਮੈਂ ਸੁਭਾਸ਼ ਪ੍ਰਸ਼ਾਦ (Subhash Prashad) ਪੁੱਤਰ ਰਾਮ ਪ੍ਰਸ਼ਾਦ ਵਾਸੀ 201-202, ਫਾਟਕ-1, ਰਾਹੋਂ ਰੋਡ, ਲੁਧਿਆਣਾ ਨੇ ਆਪਣਾ ਨਾਮ ਬਦਲ ਕੇ ਸੁਭਾਸ਼ ਪ੍ਰਸ਼ਾਦ ਰੱਖ ਲਿਆ ਹੈ। ■ ਮੈਂ ਰਾਬਰਟ ਐਸ ਲਾਲ (Robert S Lall) ਪੁੱਤਰ ਸੁੰਦਰ ਲਾਲ ਵਾਸੀ ਕਮਰਾ ਨੰ 2250 ਨੇ ਆਪਣਾ ਨਾਮ ਬਦਲ ਕੇ Robert Sunder Lall ਰੱਖ ਲਿਆ ਹੈ। ■ ਮੈਂ ਬਲਵਿੰਦਰ ਕੌਰ ਪਤਨੀ ਗੁਰਮੀਤ ਸਿੰਘ ਵਾਸੀ ਮਕਾਨ ਨੰ. 766/3045, ਪ੍ਰੀਤ ਨਗਰ ਲੁਧਿਆਣਾ ਨੇ ਆਪਣਾ ਨਾਮ ਬਦਲ ਕੇ ਬਲਵਿੰਦਰ ਕੌਰ ਰੱਖ ਲਿਆ ਹੈ। bbox=[361, 795, 753, 1245]
boli-suchna-title-2: Boli Suchna bbox=[1246, 358, 1392, 384]
